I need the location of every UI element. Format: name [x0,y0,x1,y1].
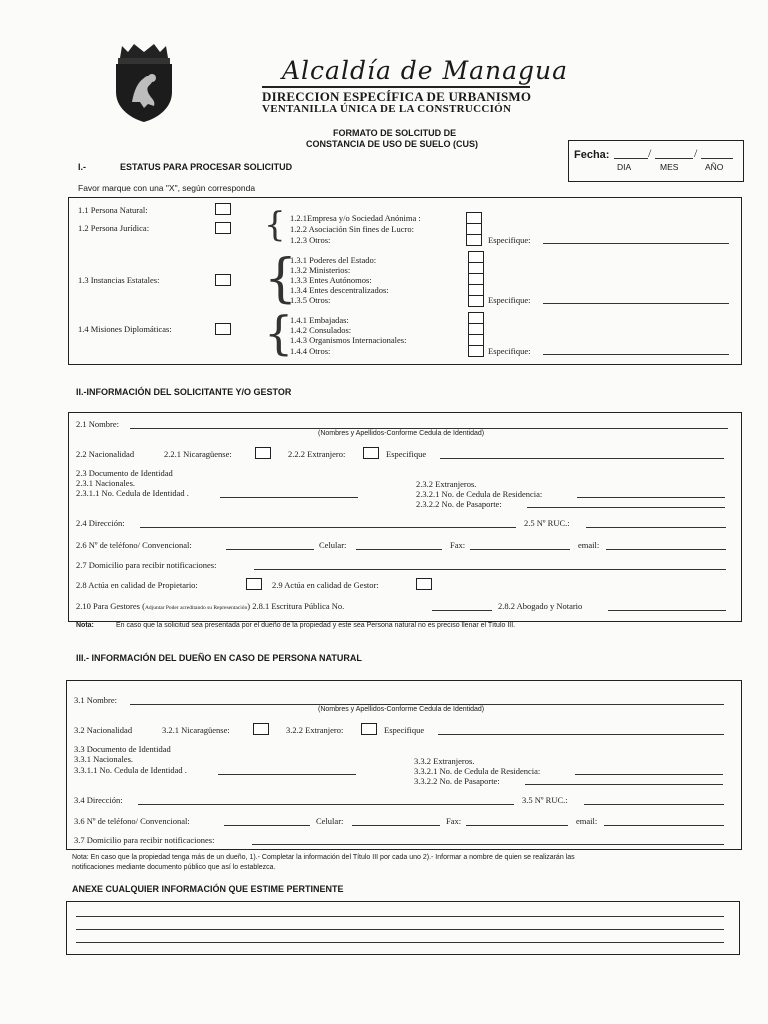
ventanilla-heading: VENTANILLA ÚNICA DE LA CONSTRUCCIÓN [262,103,512,115]
form-title-line-2: CONSTANCIA DE USO DE SUELO (CUS) [306,139,479,149]
s3-fax-field[interactable] [466,825,568,826]
s2-documento-label: 2.3 Documento de Identidad [76,468,173,478]
s2-gestor-checkbox[interactable] [416,578,432,590]
estatales-sub-3: 1.3.3 Entes Autónomos: [290,275,372,285]
s2-nota-text: En caso que la solicitud sea presentada por el dueño de la propiedad y este sea Persona natural no es preciso llenar el Título III. [116,622,516,629]
s2-nacionales-label: 2.3.1 Nacionales. [76,478,136,488]
s2-abogado-field[interactable] [608,610,726,611]
s2-gestores-row [76,601,344,611]
s2-nacionalidad-label: 2.2 Nacionalidad [76,449,135,459]
s3-documento-label: 3.3 Documento de Identidad [74,744,171,754]
s3-nombre-label: 3.1 Nombre: [74,695,117,705]
s2-extranjero-label: 2.2.2 Extranjero: [288,449,346,459]
s3-direccion-field[interactable] [138,804,514,805]
persona-natural-checkbox[interactable] [215,203,231,215]
s2-nombre-field[interactable] [130,428,728,429]
s3-nacionalidad-label: 3.2 Nacionalidad [74,725,133,735]
s3-cedula-field[interactable] [218,774,356,775]
s3-residencia-field[interactable] [575,774,723,775]
s2-para-gestores-label: 2.10 Para Gestores ( [76,601,145,611]
juridica-sub-3: 1.2.3 Otros: [290,235,331,245]
s2-nota-label: Nota: [76,622,94,629]
s2-pasaporte-label: 2.3.2.2 No. de Pasaporte: [416,499,502,509]
date-box [568,140,744,182]
s3-nota-line-1: Nota: En caso que la propiedad tenga más de un dueño, 1).- Completar la información del Título III por cada uno 2).- Informar a nombre de quien se realizarán las [72,854,575,861]
juridica-sub-1: 1.2.1Empresa y/o Sociedad Anónima : [290,213,421,223]
s2-extranjeros-label: 2.3.2 Extranjeros. [416,479,477,489]
s3-especifique-label: Especifique [384,725,425,735]
estatales-sub-5: 1.3.5 Otros: [290,295,331,305]
persona-natural-label: 1.1 Persona Natural: [78,205,148,215]
instancias-estatales-label: 1.3 Instancias Estatales: [78,275,160,285]
day-field[interactable] [614,158,648,159]
date-slash-1: / [648,146,652,160]
s2-email-label: email: [578,540,600,550]
estatales-especifique-field[interactable] [543,303,729,304]
s3-telefono-label: 3.6 Nº de teléfono/ Convencional: [74,816,190,826]
s3-email-field[interactable] [604,825,724,826]
misiones-sub-1: 1.4.1 Embajadas: [290,315,349,325]
s3-ruc-label: 3.5 Nº RUC.: [522,795,568,805]
section3-title: III.- INFORMACIÓN DEL DUEÑO EN CASO DE PERSONA NATURAL [76,653,362,663]
s3-nombre-field[interactable] [130,704,724,705]
s3-extranjero-checkbox[interactable] [361,723,377,735]
s3-domicilio-label: 3.7 Domicilio para recibir notificaciones: [74,835,215,845]
s2-extranjero-checkbox[interactable] [363,447,379,459]
month-caption: MES [660,162,679,172]
s2-cedula-field[interactable] [220,497,358,498]
s2-telefono-label: 2.6 Nº de teléfono/ Convencional: [76,540,192,550]
s2-especifique-label: Especifique [386,449,427,459]
juridica-sub-2: 1.2.2 Asociación Sin fines de Lucro: [290,224,414,234]
misiones-brace: { [264,306,294,360]
misiones-diplomaticas-label: 1.4 Misiones Diplomáticas: [78,324,172,334]
estatales-sub-4: 1.3.4 Entes descentralizados: [290,285,389,295]
s2-ruc-field[interactable] [586,527,726,528]
day-caption: DIA [617,162,632,172]
s2-email-field[interactable] [606,549,726,550]
s3-nota-line-2: notificaciones mediante documento público que así lo establezca. [72,864,276,871]
s3-nacionales-label: 3.3.1 Nacionales. [74,754,134,764]
s2-fax-label: Fax: [450,540,466,550]
section1-number: I.- [78,162,86,172]
juridica-brace: { [264,205,286,245]
misiones-sub-4-checkbox[interactable] [468,345,484,357]
estatales-sub-2: 1.3.2 Ministerios: [290,265,351,275]
s2-pasaporte-field[interactable] [527,507,725,508]
direction-heading: DIRECCION ESPECÍFICA DE URBANISMO [262,89,532,104]
misiones-especifique-label: Especifique: [488,346,531,356]
s2-cedula-label: 2.3.1.1 No. Cedula de Identidad . [76,488,189,498]
s3-cedula-label: 3.3.1.1 No. Cedula de Identidad . [74,765,187,775]
s2-nombre-hint: (Nombres y Apellidos-Conforme Cedula de Identidad) [318,430,485,437]
s2-ruc-label: 2.5 Nº RUC.: [524,518,570,528]
section1-instruction: Favor marque con una "X", según corresponda [78,183,256,193]
misiones-sub-4: 1.4.4 Otros: [290,346,331,356]
s3-celular-label: Celular: [316,816,344,826]
s3-pasaporte-label: 3.3.2.2 No. de Pasaporte: [414,776,500,786]
s2-escritura-label: ) 2.8.1 Escritura Pública No. [247,601,345,611]
section2-box [68,412,742,622]
anexe-line-3[interactable] [76,942,724,943]
s2-nombre-label: 2.1 Nombre: [76,419,119,429]
estatales-sub-1: 1.3.1 Poderes del Estado: [290,255,377,265]
s2-direccion-field[interactable] [140,527,516,528]
s2-propietario-label: 2.8 Actúa en calidad de Propietario: [76,580,198,590]
municipality-title: Alcaldía de Managua [282,56,569,85]
coat-of-arms-icon [108,42,180,124]
misiones-sub-3: 1.4.3 Organismos Internacionales: [290,335,407,345]
s3-pasaporte-field[interactable] [525,784,723,785]
s2-adjuntar-note: Adjuntar Poder acreditando su Representación [144,605,248,611]
s3-fax-label: Fax: [446,816,462,826]
s2-direccion-label: 2.4 Dirección: [76,518,125,528]
s2-nicaraguense-label: 2.2.1 Nicaragüense: [164,449,232,459]
s3-extranjeros-label: 3.3.2 Extranjeros. [414,756,475,766]
s2-gestor-label: 2.9 Actúa en calidad de Gestor: [272,580,379,590]
instancias-estatales-checkbox[interactable] [215,274,231,286]
juridica-especifique-label: Especifique: [488,235,531,245]
anexe-line-1[interactable] [76,916,724,917]
misiones-especifique-field[interactable] [543,354,729,355]
section1-title: ESTATUS PARA PROCESAR SOLICITUD [120,162,293,172]
s3-residencia-label: 3.3.2.1 No. de Cedula de Residencia: [414,766,541,776]
date-slash-2: / [694,146,698,160]
misiones-diplomaticas-checkbox[interactable] [215,323,231,335]
s2-telefono-field[interactable] [226,549,314,550]
persona-juridica-checkbox[interactable] [215,222,231,234]
juridica-sub-3-checkbox[interactable] [466,234,482,246]
anexe-title: ANEXE CUALQUIER INFORMACIÓN QUE ESTIME PERTINENTE [72,884,344,894]
s2-propietario-checkbox[interactable] [246,578,262,590]
year-caption: AÑO [705,162,724,172]
s2-domicilio-field[interactable] [254,569,726,570]
s2-fax-field[interactable] [470,549,570,550]
title-underline [262,86,530,88]
s2-domicilio-label: 2.7 Domicilio para recibir notificaciones: [76,560,217,570]
s3-nombre-hint: (Nombres y Apellidos-Conforme Cedula de Identidad) [318,706,485,713]
misiones-sub-2: 1.4.2 Consulados: [290,325,352,335]
s2-escritura-field[interactable] [432,610,492,611]
s3-extranjero-label: 3.2.2 Extranjero: [286,725,344,735]
year-field[interactable] [701,158,733,159]
s2-celular-field[interactable] [356,549,442,550]
persona-juridica-label: 1.2 Persona Jurídica: [78,223,150,233]
s2-residencia-field[interactable] [577,497,725,498]
s2-abogado-label: 2.8.2 Abogado y Notario [498,601,583,611]
s2-residencia-label: 2.3.2.1 No. de Cedula de Residencia: [416,489,543,499]
s2-celular-label: Celular: [319,540,347,550]
s3-telefono-field[interactable] [224,825,310,826]
month-field[interactable] [655,158,693,159]
s3-email-label: email: [576,816,598,826]
section2-title: II.-INFORMACIÓN DEL SOLICITANTE Y/O GESTOR [76,387,292,397]
anexe-box [66,901,740,955]
s3-domicilio-field[interactable] [252,844,724,845]
s3-celular-field[interactable] [352,825,440,826]
s3-ruc-field[interactable] [584,804,724,805]
anexe-line-2[interactable] [76,929,724,930]
s2-nicaraguense-checkbox[interactable] [255,447,271,459]
s3-nicaraguense-label: 3.2.1 Nicaragüense: [162,725,230,735]
estatales-sub-5-checkbox[interactable] [468,295,484,307]
s3-direccion-label: 3.4 Dirección: [74,795,123,805]
estatales-especifique-label: Especifique: [488,295,531,305]
form-title-line-1: FORMATO DE SOLCITUD DE [333,128,457,138]
juridica-especifique-field[interactable] [543,243,729,244]
s3-especifique-field[interactable] [438,734,724,735]
s2-especifique-field[interactable] [440,458,724,459]
date-label: Fecha: [574,149,610,161]
s3-nicaraguense-checkbox[interactable] [253,723,269,735]
estatales-brace: { [264,249,298,309]
